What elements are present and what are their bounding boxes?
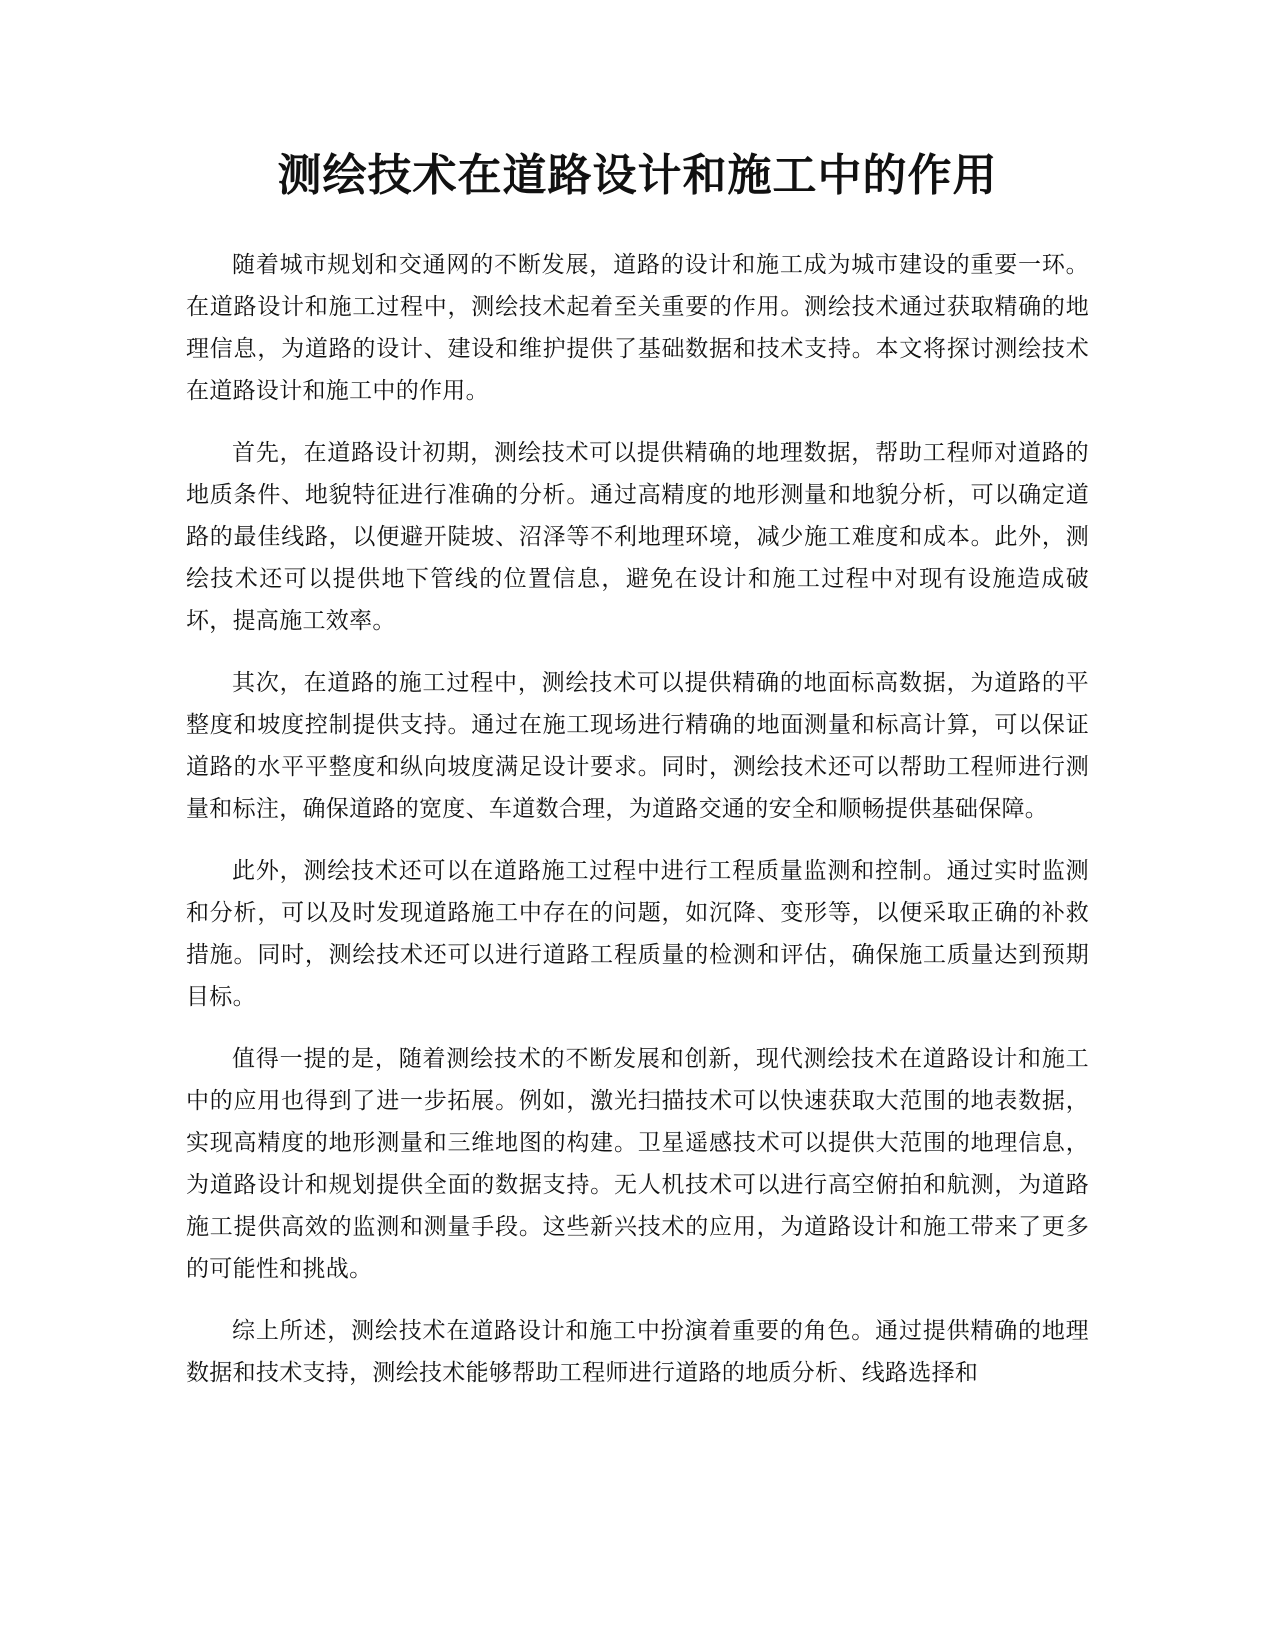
- document-title: 测绘技术在道路设计和施工中的作用: [277, 150, 998, 201]
- paragraph-design-phase: 首先，在道路设计初期，测绘技术可以提供精确的地理数据，帮助工程师对道路的地质条件、地貌特征进行准确的分析。通过高精度的地形测量和地貌分析，可以确定道路的最佳线路，以便避开陡坡、沼泽等不利地理环境，减少施工难度和成本。此外，测绘技术还可以提供地下管线的位置信息，避免在设计和施工过程中对现有设施造成破坏，提高施工效率。: [186, 440, 1089, 634]
- paragraph-intro: 随着城市规划和交通网的不断发展，道路的设计和施工成为城市建设的重要一环。在道路设计和施工过程中，测绘技术起着至关重要的作用。测绘技术通过获取精确的地理信息，为道路的设计、建设和维护提供了基础数据和技术支持。本文将探讨测绘技术在道路设计和施工中的作用。: [186, 252, 1089, 404]
- paragraph-conclusion: 综上所述，测绘技术在道路设计和施工中扮演着重要的角色。通过提供精确的地理数据和技术支持，测绘技术能够帮助工程师进行道路的地质分析、线路选择和: [186, 1318, 1089, 1386]
- paragraph-quality-monitoring: 此外，测绘技术还可以在道路施工过程中进行工程质量监测和控制。通过实时监测和分析，可以及时发现道路施工中存在的问题，如沉降、变形等，以便采取正确的补救措施。同时，测绘技术还可以进行道路工程质量的检测和评估，确保施工质量达到预期目标。: [186, 858, 1089, 1010]
- document-body: [186, 244, 1089, 1414]
- paragraph-new-technologies: 值得一提的是，随着测绘技术的不断发展和创新，现代测绘技术在道路设计和施工中的应用也得到了进一步拓展。例如，激光扫描技术可以快速获取大范围的地表数据，实现高精度的地形测量和三维地图的构建。卫星遥感技术可以提供大范围的地理信息，为道路设计和规划提供全面的数据支持。无人机技术可以进行高空俯拍和航测，为道路施工提供高效的监测和测量手段。这些新兴技术的应用，为道路设计和施工带来了更多的可能性和挑战。: [186, 1046, 1089, 1282]
- paragraph-construction-phase: 其次，在道路的施工过程中，测绘技术可以提供精确的地面标高数据，为道路的平整度和坡度控制提供支持。通过在施工现场进行精确的地面测量和标高计算，可以保证道路的水平平整度和纵向坡度满足设计要求。同时，测绘技术还可以帮助工程师进行测量和标注，确保道路的宽度、车道数合理，为道路交通的安全和顺畅提供基础保障。: [186, 670, 1089, 822]
